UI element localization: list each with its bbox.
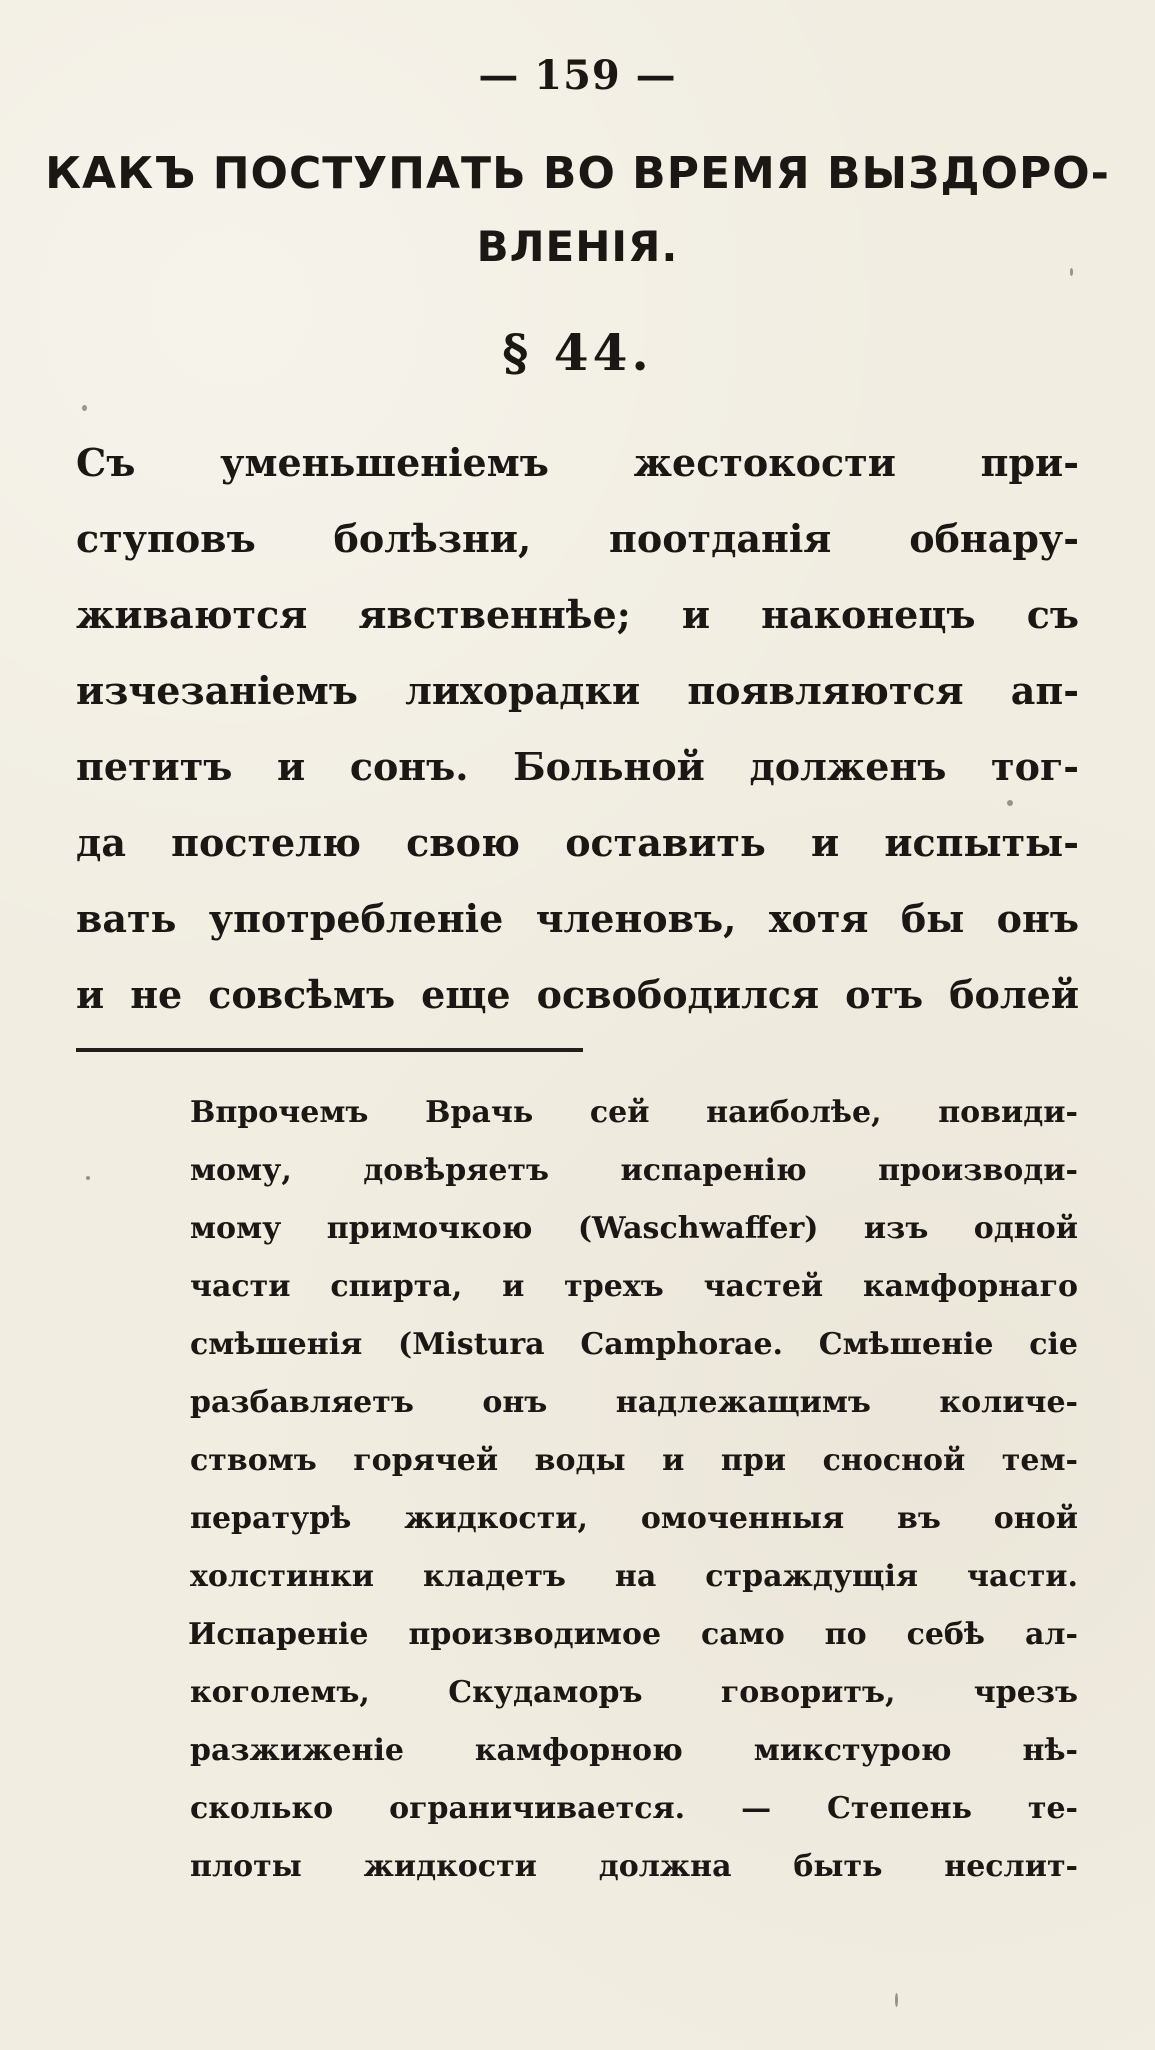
main-text-line: ступовъ болѣзни, поотданія обнару-: [76, 516, 1079, 561]
page-number: — 159 —: [478, 52, 677, 99]
paper-speck: [86, 1176, 90, 1180]
footnote-line: ствомъ горячей воды и при сносной тем-: [190, 1443, 1078, 1478]
footnote-line: разжиженіе камфорною микстурою нѣ-: [190, 1733, 1078, 1768]
main-text-line: вать употребленіе членовъ, хотя бы онъ: [76, 896, 1079, 941]
main-text-block: [76, 425, 1079, 1033]
footnote-line: части спирта, и трехъ частей камфорнаго: [190, 1269, 1078, 1304]
main-text-line: изчезаніемъ лихорадки появляются ап-: [76, 668, 1079, 713]
main-text-line: и не совсѣмъ еще освободился отъ болей: [76, 972, 1079, 1017]
footnote-line: мому примочкою (Waschwaffer) изъ одной: [190, 1211, 1078, 1246]
footnote-line: сколько ограничивается. — Степень те-: [190, 1791, 1078, 1826]
footnote-line: разбавляетъ онъ надлежащимъ количе-: [190, 1385, 1078, 1420]
paper-speck: [82, 405, 87, 411]
footnote-separator-rule: [76, 1048, 583, 1052]
paper-speck: [1070, 268, 1073, 276]
footnote-line: Испареніе производимое само по себѣ ал-: [188, 1617, 1078, 1652]
footnote-line: Впрочемъ Врачь сей наиболѣе, повиди-: [190, 1095, 1078, 1130]
footnote-line: коголемъ, Скудаморъ говоритъ, чрезъ: [190, 1675, 1078, 1710]
main-text-line: да постелю свою оставить и испыты-: [76, 820, 1079, 865]
section-mark: § 44.: [502, 323, 653, 382]
footnote-block: [190, 1084, 1078, 1896]
paper-speck: [1007, 800, 1013, 806]
footnote-line: пературѣ жидкости, омоченныя въ оной: [190, 1501, 1078, 1536]
chapter-heading-line-2: ВЛЕНІЯ.: [476, 222, 679, 271]
paper-speck: [895, 1993, 898, 2007]
main-text-line: живаются явственнѣе; и наконецъ съ: [76, 592, 1079, 637]
footnote-line: смѣшенія (Mistura Camphorae. Смѣшеніе сіе: [190, 1327, 1078, 1362]
footnote-line: мому, довѣряетъ испаренію производи-: [190, 1153, 1078, 1188]
footnote-line: плоты жидкости должна быть неслит-: [190, 1849, 1078, 1884]
footnote-line: холстинки кладетъ на страждущія части.: [190, 1559, 1078, 1594]
chapter-heading-line-1: КАКЪ ПОСТУПАТЬ ВО ВРЕМЯ ВЫЗДОРО-: [45, 148, 1110, 199]
main-text-line: петитъ и сонъ. Больной долженъ тог-: [76, 744, 1079, 789]
main-text-line: Съ уменьшеніемъ жестокости при-: [76, 440, 1079, 485]
